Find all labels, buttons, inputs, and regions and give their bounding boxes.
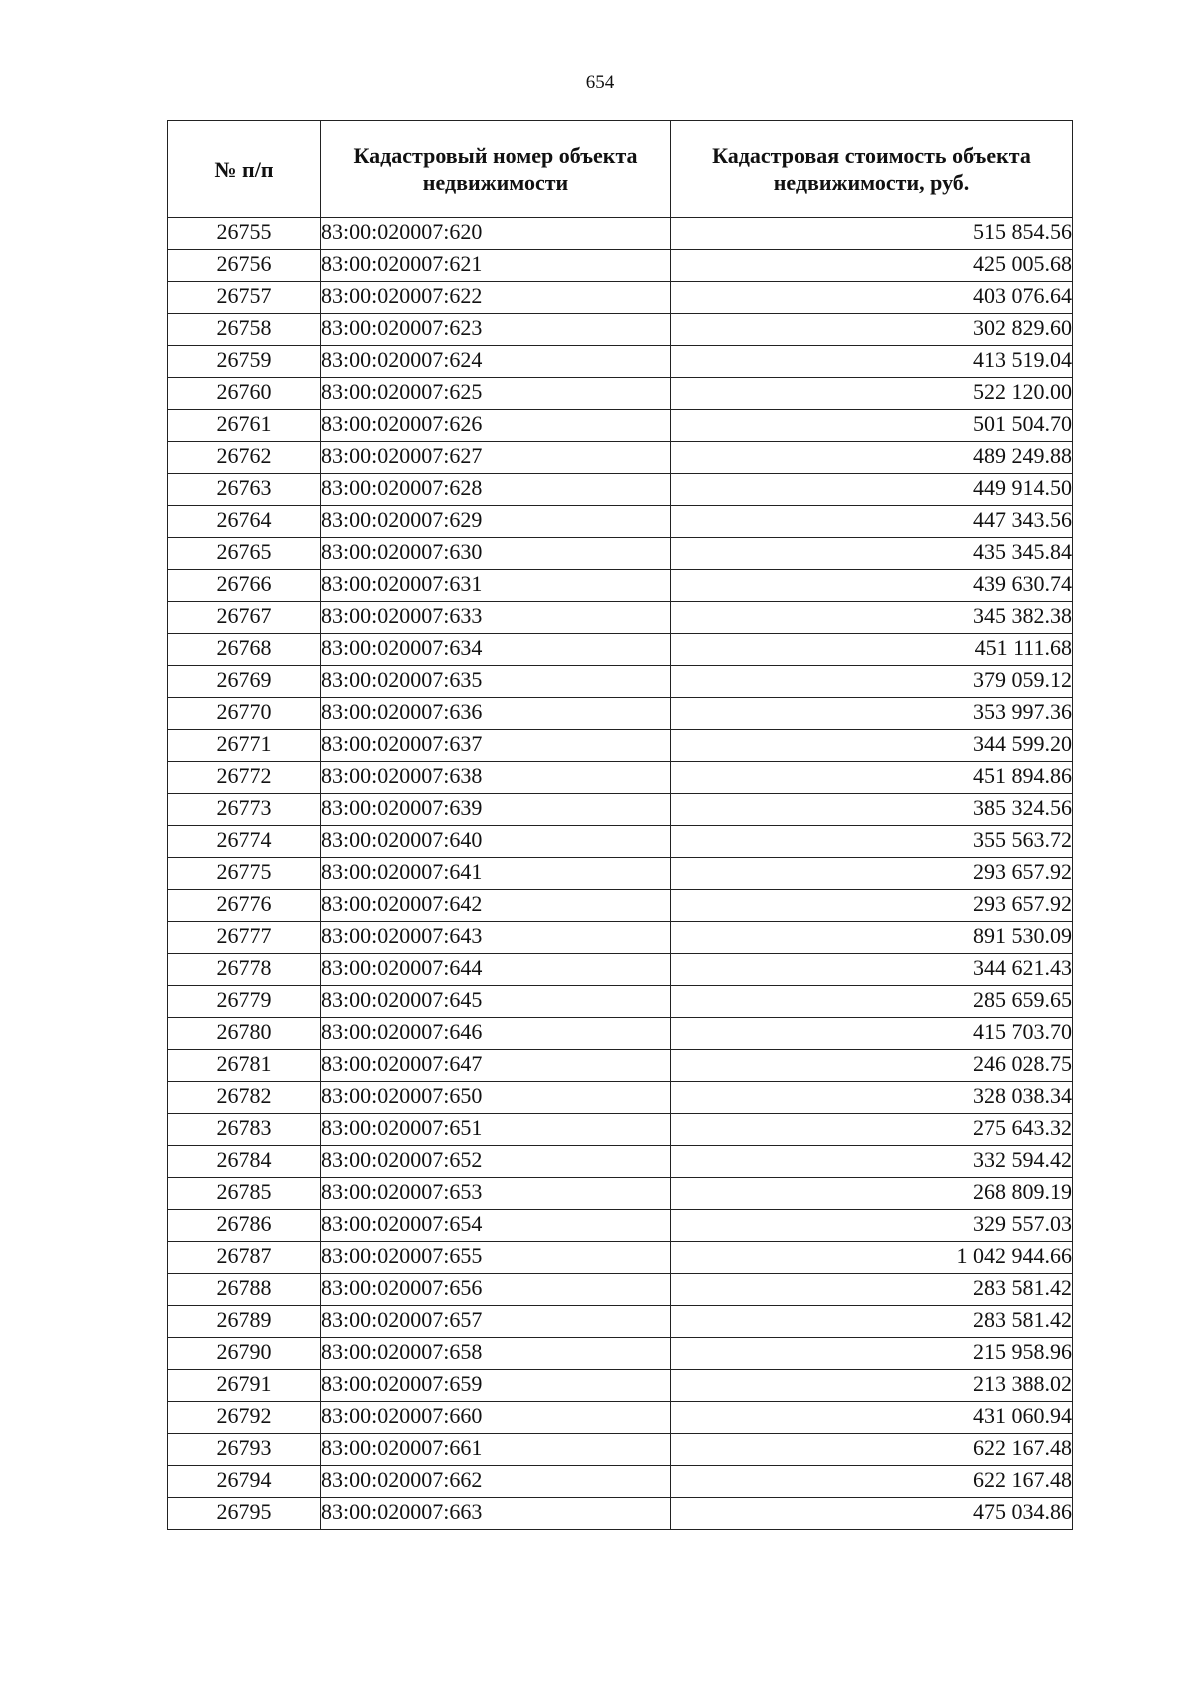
table-row — [168, 762, 1073, 794]
cadastral-number-cell: 83:00:020007:629 — [321, 506, 671, 538]
row-number-cell: 26784 — [168, 1146, 321, 1178]
cadastral-value-cell: 413 519.04 — [671, 346, 1073, 378]
cadastral-value-cell: 451 894.86 — [671, 762, 1073, 794]
table-row — [168, 1434, 1073, 1466]
cadastral-value-cell: 431 060.94 — [671, 1402, 1073, 1434]
cadastral-number-cell: 83:00:020007:628 — [321, 474, 671, 506]
table-row — [168, 858, 1073, 890]
table-row — [168, 1050, 1073, 1082]
cadastral-number-cell: 83:00:020007:663 — [321, 1498, 671, 1530]
header-cadastral-number: Кадастровый номер объекта недвижимости — [321, 121, 671, 218]
page-number: 654 — [585, 72, 615, 93]
row-number-cell: 26768 — [168, 634, 321, 666]
cadastral-number-cell: 83:00:020007:641 — [321, 858, 671, 890]
row-number-cell: 26767 — [168, 602, 321, 634]
table-row — [168, 1338, 1073, 1370]
cadastral-number-cell: 83:00:020007:644 — [321, 954, 671, 986]
cadastral-value-cell: 355 563.72 — [671, 826, 1073, 858]
cadastral-number-cell: 83:00:020007:654 — [321, 1210, 671, 1242]
cadastral-number-cell: 83:00:020007:645 — [321, 986, 671, 1018]
row-number-cell: 26781 — [168, 1050, 321, 1082]
cadastral-value-cell: 345 382.38 — [671, 602, 1073, 634]
cadastral-value-cell: 891 530.09 — [671, 922, 1073, 954]
cadastral-value-cell: 329 557.03 — [671, 1210, 1073, 1242]
cadastral-value-cell: 332 594.42 — [671, 1146, 1073, 1178]
table-row — [168, 1114, 1073, 1146]
table-row — [168, 410, 1073, 442]
table-row — [168, 378, 1073, 410]
row-number-cell: 26769 — [168, 666, 321, 698]
cadastral-number-cell: 83:00:020007:661 — [321, 1434, 671, 1466]
row-number-cell: 26775 — [168, 858, 321, 890]
row-number-cell: 26782 — [168, 1082, 321, 1114]
cadastral-value-cell: 285 659.65 — [671, 986, 1073, 1018]
cadastral-value-cell: 489 249.88 — [671, 442, 1073, 474]
row-number-cell: 26756 — [168, 250, 321, 282]
row-number-cell: 26763 — [168, 474, 321, 506]
table-row — [168, 954, 1073, 986]
row-number-cell: 26794 — [168, 1466, 321, 1498]
cadastral-value-cell: 403 076.64 — [671, 282, 1073, 314]
cadastral-value-cell: 622 167.48 — [671, 1434, 1073, 1466]
cadastral-number-cell: 83:00:020007:633 — [321, 602, 671, 634]
cadastral-number-cell: 83:00:020007:652 — [321, 1146, 671, 1178]
row-number-cell: 26788 — [168, 1274, 321, 1306]
cadastral-number-cell: 83:00:020007:655 — [321, 1242, 671, 1274]
row-number-cell: 26766 — [168, 570, 321, 602]
cadastral-value-cell: 283 581.42 — [671, 1306, 1073, 1338]
row-number-cell: 26783 — [168, 1114, 321, 1146]
row-number-cell: 26764 — [168, 506, 321, 538]
cadastral-value-cell: 515 854.56 — [671, 218, 1073, 250]
table-row — [168, 1402, 1073, 1434]
cadastral-number-cell: 83:00:020007:643 — [321, 922, 671, 954]
cadastral-number-cell: 83:00:020007:639 — [321, 794, 671, 826]
row-number-cell: 26758 — [168, 314, 321, 346]
table-row — [168, 698, 1073, 730]
cadastral-number-cell: 83:00:020007:640 — [321, 826, 671, 858]
table-row — [168, 890, 1073, 922]
row-number-cell: 26771 — [168, 730, 321, 762]
cadastral-number-cell: 83:00:020007:626 — [321, 410, 671, 442]
row-number-cell: 26772 — [168, 762, 321, 794]
table-row — [168, 346, 1073, 378]
cadastral-value-cell: 449 914.50 — [671, 474, 1073, 506]
cadastral-number-cell: 83:00:020007:657 — [321, 1306, 671, 1338]
cadastral-number-cell: 83:00:020007:635 — [321, 666, 671, 698]
table-row — [168, 1242, 1073, 1274]
cadastral-value-cell: 213 388.02 — [671, 1370, 1073, 1402]
cadastral-number-cell: 83:00:020007:650 — [321, 1082, 671, 1114]
table-row — [168, 986, 1073, 1018]
cadastral-value-cell: 344 599.20 — [671, 730, 1073, 762]
cadastral-value-cell: 283 581.42 — [671, 1274, 1073, 1306]
cadastral-number-cell: 83:00:020007:620 — [321, 218, 671, 250]
cadastral-value-cell: 501 504.70 — [671, 410, 1073, 442]
cadastral-number-cell: 83:00:020007:630 — [321, 538, 671, 570]
cadastral-value-cell: 385 324.56 — [671, 794, 1073, 826]
row-number-cell: 26790 — [168, 1338, 321, 1370]
cadastral-number-cell: 83:00:020007:634 — [321, 634, 671, 666]
cadastral-number-cell: 83:00:020007:658 — [321, 1338, 671, 1370]
cadastral-value-table — [167, 120, 1073, 1530]
table-body — [168, 218, 1073, 1530]
row-number-cell: 26795 — [168, 1498, 321, 1530]
table-row — [168, 634, 1073, 666]
cadastral-number-cell: 83:00:020007:653 — [321, 1178, 671, 1210]
cadastral-number-cell: 83:00:020007:642 — [321, 890, 671, 922]
table-row — [168, 794, 1073, 826]
row-number-cell: 26760 — [168, 378, 321, 410]
table-row — [168, 538, 1073, 570]
table-row — [168, 218, 1073, 250]
row-number-cell: 26787 — [168, 1242, 321, 1274]
cadastral-value-cell: 246 028.75 — [671, 1050, 1073, 1082]
table-row — [168, 1274, 1073, 1306]
cadastral-value-cell: 215 958.96 — [671, 1338, 1073, 1370]
cadastral-value-cell: 451 111.68 — [671, 634, 1073, 666]
table-row — [168, 666, 1073, 698]
cadastral-number-cell: 83:00:020007:627 — [321, 442, 671, 474]
table-row — [168, 282, 1073, 314]
cadastral-value-cell: 302 829.60 — [671, 314, 1073, 346]
table-row — [168, 1466, 1073, 1498]
cadastral-value-cell: 344 621.43 — [671, 954, 1073, 986]
cadastral-value-cell: 379 059.12 — [671, 666, 1073, 698]
row-number-cell: 26765 — [168, 538, 321, 570]
table-row — [168, 570, 1073, 602]
cadastral-number-cell: 83:00:020007:637 — [321, 730, 671, 762]
row-number-cell: 26780 — [168, 1018, 321, 1050]
cadastral-value-cell: 622 167.48 — [671, 1466, 1073, 1498]
row-number-cell: 26789 — [168, 1306, 321, 1338]
row-number-cell: 26786 — [168, 1210, 321, 1242]
cadastral-number-cell: 83:00:020007:625 — [321, 378, 671, 410]
cadastral-value-cell: 293 657.92 — [671, 890, 1073, 922]
row-number-cell: 26755 — [168, 218, 321, 250]
cadastral-value-cell: 275 643.32 — [671, 1114, 1073, 1146]
cadastral-value-cell: 293 657.92 — [671, 858, 1073, 890]
row-number-cell: 26759 — [168, 346, 321, 378]
table-row — [168, 314, 1073, 346]
row-number-cell: 26778 — [168, 954, 321, 986]
table-row — [168, 922, 1073, 954]
cadastral-value-cell: 425 005.68 — [671, 250, 1073, 282]
row-number-cell: 26770 — [168, 698, 321, 730]
cadastral-number-cell: 83:00:020007:660 — [321, 1402, 671, 1434]
row-number-cell: 26773 — [168, 794, 321, 826]
row-number-cell: 26779 — [168, 986, 321, 1018]
cadastral-value-cell: 353 997.36 — [671, 698, 1073, 730]
cadastral-value-cell: 415 703.70 — [671, 1018, 1073, 1050]
cadastral-number-cell: 83:00:020007:623 — [321, 314, 671, 346]
cadastral-number-cell: 83:00:020007:646 — [321, 1018, 671, 1050]
cadastral-value-cell: 328 038.34 — [671, 1082, 1073, 1114]
cadastral-number-cell: 83:00:020007:662 — [321, 1466, 671, 1498]
row-number-cell: 26757 — [168, 282, 321, 314]
cadastral-value-cell: 435 345.84 — [671, 538, 1073, 570]
row-number-cell: 26774 — [168, 826, 321, 858]
row-number-cell: 26761 — [168, 410, 321, 442]
table-row — [168, 1210, 1073, 1242]
cadastral-number-cell: 83:00:020007:622 — [321, 282, 671, 314]
row-number-cell: 26777 — [168, 922, 321, 954]
cadastral-value-cell: 1 042 944.66 — [671, 1242, 1073, 1274]
row-number-cell: 26762 — [168, 442, 321, 474]
row-number-cell: 26792 — [168, 1402, 321, 1434]
cadastral-value-cell: 439 630.74 — [671, 570, 1073, 602]
cadastral-value-cell: 268 809.19 — [671, 1178, 1073, 1210]
table-row — [168, 1370, 1073, 1402]
cadastral-number-cell: 83:00:020007:659 — [321, 1370, 671, 1402]
cadastral-number-cell: 83:00:020007:638 — [321, 762, 671, 794]
cadastral-number-cell: 83:00:020007:636 — [321, 698, 671, 730]
table-header-row — [168, 121, 1073, 218]
row-number-cell: 26793 — [168, 1434, 321, 1466]
table-row — [168, 442, 1073, 474]
row-number-cell: 26785 — [168, 1178, 321, 1210]
cadastral-number-cell: 83:00:020007:624 — [321, 346, 671, 378]
table-row — [168, 250, 1073, 282]
table-row — [168, 506, 1073, 538]
cadastral-number-cell: 83:00:020007:647 — [321, 1050, 671, 1082]
table-row — [168, 826, 1073, 858]
table-row — [168, 602, 1073, 634]
cadastral-number-cell: 83:00:020007:631 — [321, 570, 671, 602]
cadastral-number-cell: 83:00:020007:621 — [321, 250, 671, 282]
table-row — [168, 1018, 1073, 1050]
cadastral-value-cell: 522 120.00 — [671, 378, 1073, 410]
table-row — [168, 1178, 1073, 1210]
cadastral-value-cell: 447 343.56 — [671, 506, 1073, 538]
header-row-number: № п/п — [168, 121, 321, 218]
table-row — [168, 1082, 1073, 1114]
table-row — [168, 1498, 1073, 1530]
header-cadastral-value: Кадастровая стоимость объекта недвижимости, руб. — [671, 121, 1073, 218]
row-number-cell: 26776 — [168, 890, 321, 922]
table-row — [168, 1306, 1073, 1338]
cadastral-value-cell: 475 034.86 — [671, 1498, 1073, 1530]
cadastral-number-cell: 83:00:020007:656 — [321, 1274, 671, 1306]
table-row — [168, 474, 1073, 506]
row-number-cell: 26791 — [168, 1370, 321, 1402]
cadastral-number-cell: 83:00:020007:651 — [321, 1114, 671, 1146]
table-row — [168, 1146, 1073, 1178]
table-row — [168, 730, 1073, 762]
